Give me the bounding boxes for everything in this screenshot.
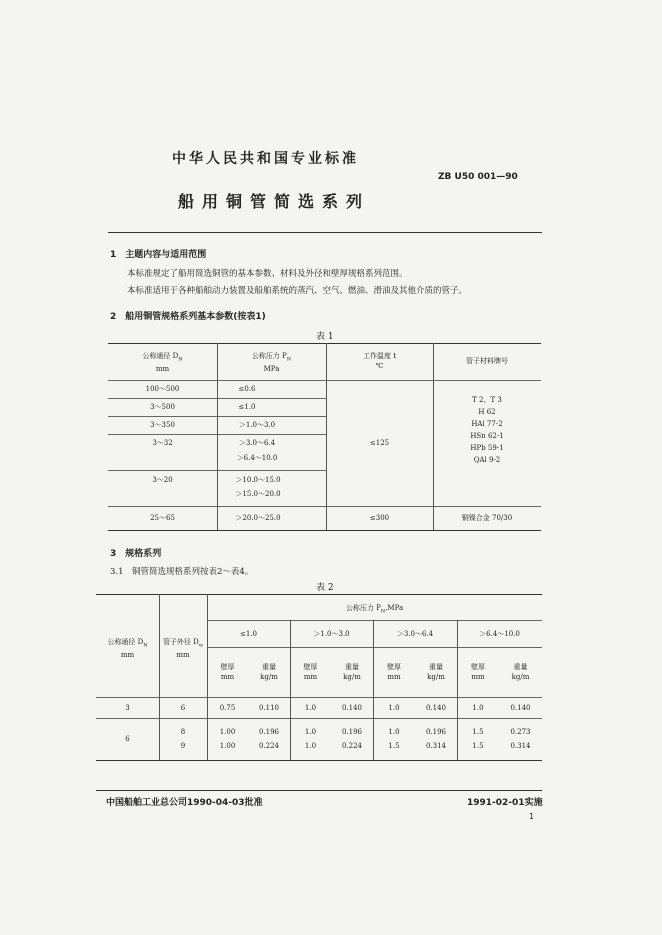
table1-pn-cell: ＞6.4～10.0 xyxy=(236,454,278,462)
header-rule xyxy=(108,232,542,233)
table2-wall-header: 壁厚 mm xyxy=(220,663,235,681)
section3-heading: 3 规格系列 xyxy=(110,549,162,559)
table1-pn-cell: ≤0.6 xyxy=(238,385,256,393)
table2-header-pressure-group: 公称压力 $P_N,MPa$ xyxy=(345,604,404,615)
table1-dn-cell: 25～65 xyxy=(150,514,175,522)
table2-wall-header: 壁厚 mm xyxy=(303,663,318,681)
doc-title: 船用铜管简选系列 xyxy=(178,192,371,211)
table1-dn-cell: 100～500 xyxy=(145,385,180,393)
table2-weight-header: 重量 kg/m xyxy=(343,663,361,681)
table2-header-dn: 公称通径 $D_N$ mm xyxy=(107,638,148,660)
table2-weight-header: 重量 kg/m xyxy=(511,663,530,681)
section1-heading: 1 主题内容与适用范围 xyxy=(110,250,207,260)
section1-paragraph-1: 本标准规定了船用简选铜管的基本参数、材料及外径和壁厚规格系列范围。 xyxy=(127,269,408,279)
table1-dn-cell: 3～32 xyxy=(152,439,173,447)
table2-pressure-col: ＞3.0～6.4 xyxy=(396,630,434,638)
page-number: 1 xyxy=(529,812,535,821)
table1-pn-cell: ＞1.0～3.0 xyxy=(238,421,276,429)
table2-pressure-col: ＞1.0～3.0 xyxy=(313,630,350,638)
table2-wall-header: 壁厚 mm xyxy=(387,663,401,681)
table2-dn-merged: 6 xyxy=(125,735,130,743)
table1-material-cell: 铜镍合金 70/30 xyxy=(461,514,513,522)
section1-paragraph-2: 本标准适用于各种船舶动力装置及船舶系统的蒸汽、空气、燃油、滑油及其他介质的管子。 xyxy=(127,286,468,296)
table2-wall-header: 壁厚 mm xyxy=(471,663,485,681)
table1-header-material: 管子材料牌号 xyxy=(466,357,508,365)
table2-pressure-col: ＞6.4～10.0 xyxy=(479,630,520,638)
table2-pressure-col: ≤1.0 xyxy=(240,630,257,638)
footer-rule xyxy=(96,790,542,791)
table1-pn-cell: ＞15.0～20.0 xyxy=(235,490,281,498)
table1-header-pn: 公称压力 $P_N$ MPa xyxy=(251,352,292,374)
table1-header-temp: 工作温度 t ℃ xyxy=(362,352,397,370)
table1-pn-cell: ≤1.0 xyxy=(238,403,256,411)
table2-caption: 表 2 xyxy=(316,583,334,593)
table2-weight-header: 重量 kg/m xyxy=(260,663,278,681)
table1-dn-cell: 3～20 xyxy=(152,476,173,484)
table1-pn-cell: ＞3.0～6.4 xyxy=(238,439,276,447)
approval-text: 中国船舶工业总公司1990-04-03批准 xyxy=(106,798,263,808)
table1-material-list: T 2、T 3 H 62 HAl 77-2 HSn 62-1 HPb 59-1 QAl 9-2 xyxy=(470,396,504,464)
table1-temp-cell: ≤300 xyxy=(369,514,390,522)
table1-header-dn: 公称通径 $D_N$ mm xyxy=(142,352,183,374)
table2-header-od: 管子外径 $D_w$ mm xyxy=(162,638,204,660)
table1-caption: 表 1 xyxy=(316,332,334,342)
org-title: 中华人民共和国专业标准 xyxy=(172,151,359,167)
table1-pn-cell: ＞20.0～25.0 xyxy=(235,514,281,522)
table1-pn-cell: ＞10.0～15.0 xyxy=(235,476,281,484)
section3-1-text: 3.1 铜管简选规格系列按表2～表4。 xyxy=(110,567,254,577)
standard-number: ZB U50 001—90 xyxy=(438,172,518,182)
table1-temp-cell: ≤125 xyxy=(369,439,390,447)
table1-dn-cell: 3～350 xyxy=(150,421,175,429)
effective-date: 1991-02-01实施 xyxy=(467,798,543,808)
table2-weight-header: 重量 kg/m xyxy=(427,663,445,681)
section2-heading: 2 船用铜管规格系列基本参数(按表1) xyxy=(110,312,266,322)
table1-dn-cell: 3～500 xyxy=(150,403,175,411)
